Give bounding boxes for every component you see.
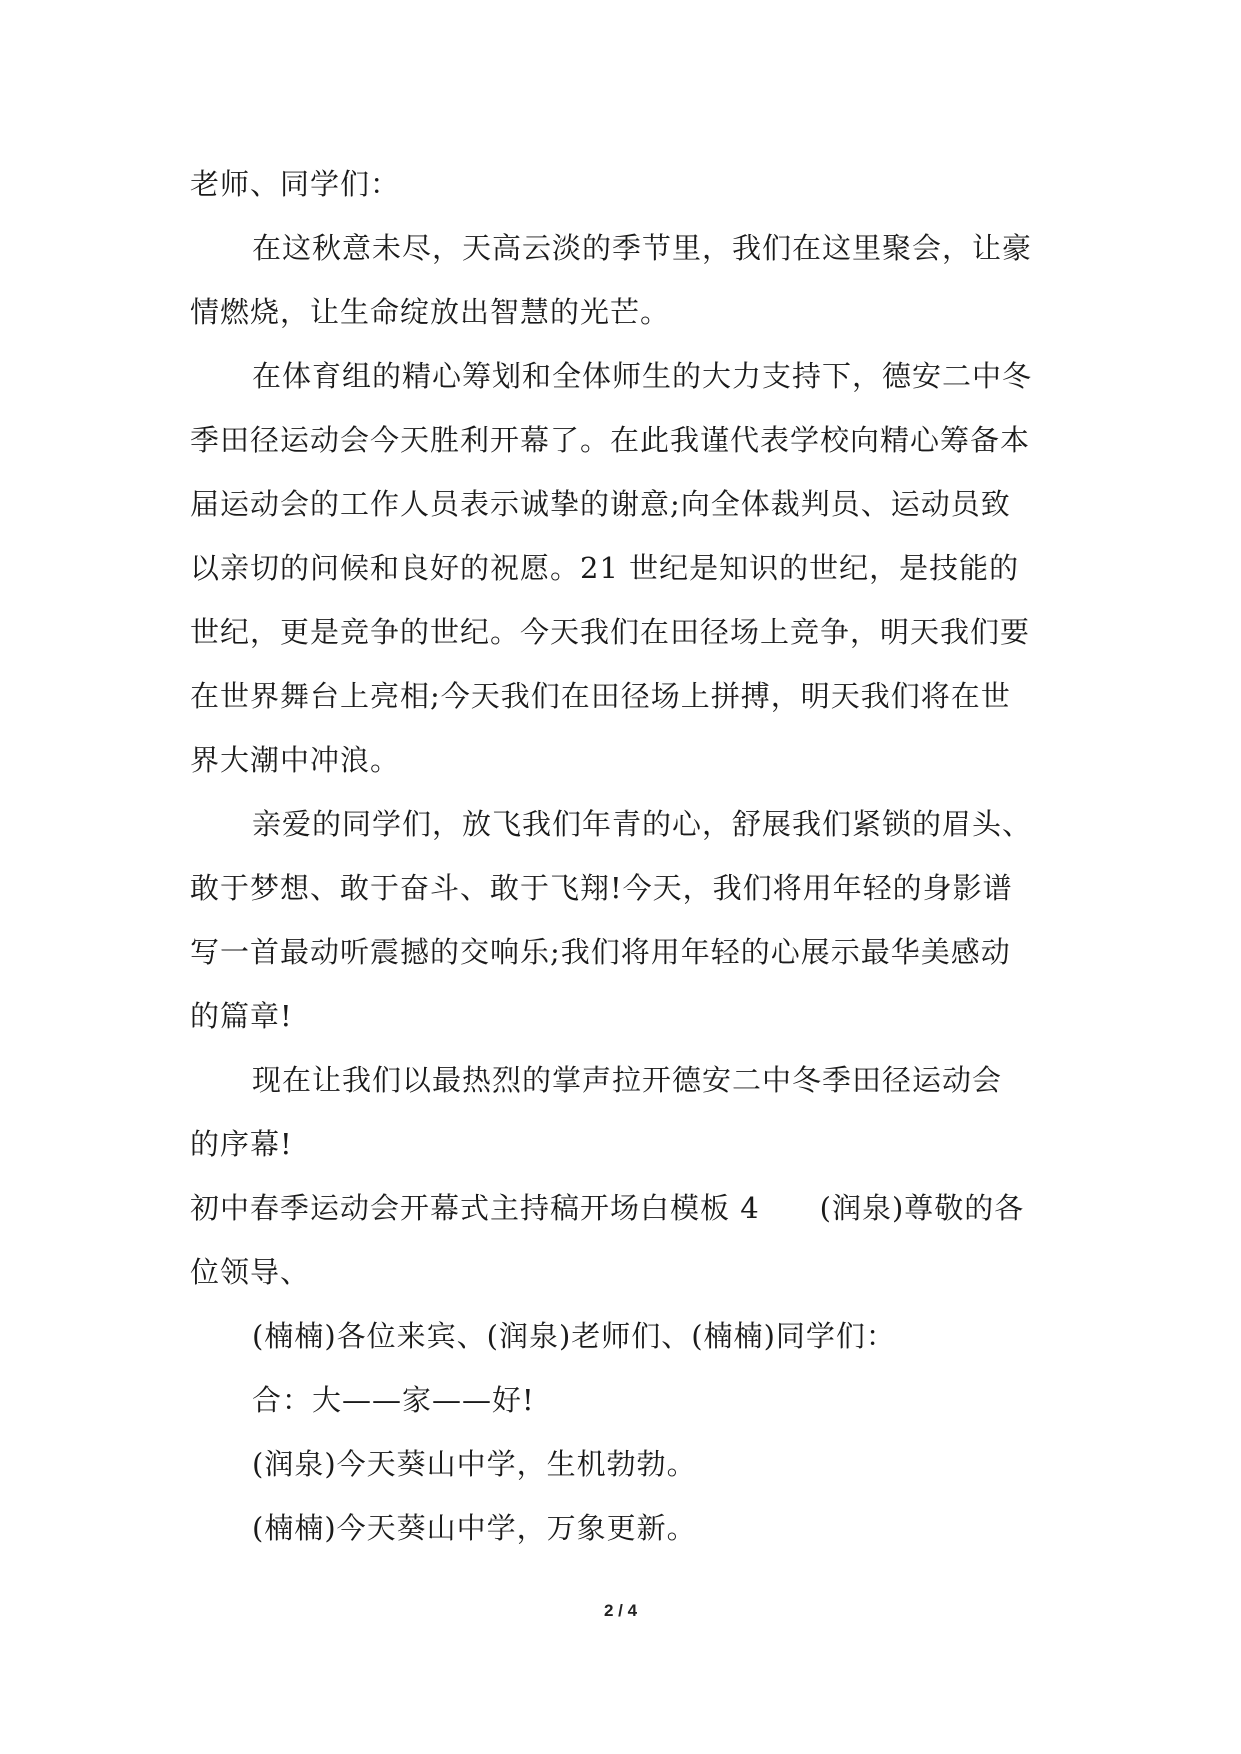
text-line: 的篇章!: [190, 999, 293, 1033]
text-line: (楠楠)各位来宾、(润泉)老师们、(楠楠)同学们：: [252, 1319, 896, 1353]
text-line: 的序幕!: [190, 1127, 293, 1161]
page-number: 2 / 4: [603, 1601, 638, 1620]
text-line: 在体育组的精心筹划和全体师生的大力支持下，德安二中冬: [252, 359, 1033, 393]
text-line: (楠楠)今天葵山中学，万象更新。: [252, 1511, 697, 1545]
text-line: 位领导、: [190, 1255, 311, 1289]
text-line: 界大潮中冲浪。: [190, 743, 401, 777]
text-line: 初中春季运动会开幕式主持稿开场白模板 4 (润泉)尊敬的各: [190, 1191, 1025, 1225]
text-line: 届运动会的工作人员表示诚挚的谢意;向全体裁判员、运动员致: [190, 487, 1011, 521]
text-line: 季田径运动会今天胜利开幕了。在此我谨代表学校向精心筹备本: [190, 423, 1031, 457]
text-line: 在世界舞台上亮相;今天我们在田径场上拼搏，明天我们将在世: [190, 679, 1011, 713]
text-line: 老师、同学们：: [190, 167, 401, 201]
text-line: 亲爱的同学们，放飞我们年青的心，舒展我们紧锁的眉头、: [252, 807, 1033, 841]
text-line: 世纪，更是竞争的世纪。今天我们在田径场上竞争，明天我们要: [190, 615, 1031, 649]
text-line: 合：大——家——好!: [252, 1383, 535, 1417]
text-line: 以亲切的问候和良好的祝愿。21 世纪是知识的世纪，是技能的: [190, 551, 1020, 585]
text-line: 在这秋意未尽，天高云淡的季节里，我们在这里聚会，让豪: [252, 231, 1033, 265]
text-line: (润泉)今天葵山中学，生机勃勃。: [252, 1447, 697, 1481]
text-line: 情燃烧，让生命绽放出智慧的光芒。: [190, 295, 671, 329]
text-line: 写一首最动听震撼的交响乐;我们将用年轻的心展示最华美感动: [190, 935, 1011, 969]
text-line: 敢于梦想、敢于奋斗、敢于飞翔!今天，我们将用年轻的身影谱: [190, 871, 1013, 905]
text-line: 现在让我们以最热烈的掌声拉开德安二中冬季田径运动会: [252, 1063, 1003, 1097]
